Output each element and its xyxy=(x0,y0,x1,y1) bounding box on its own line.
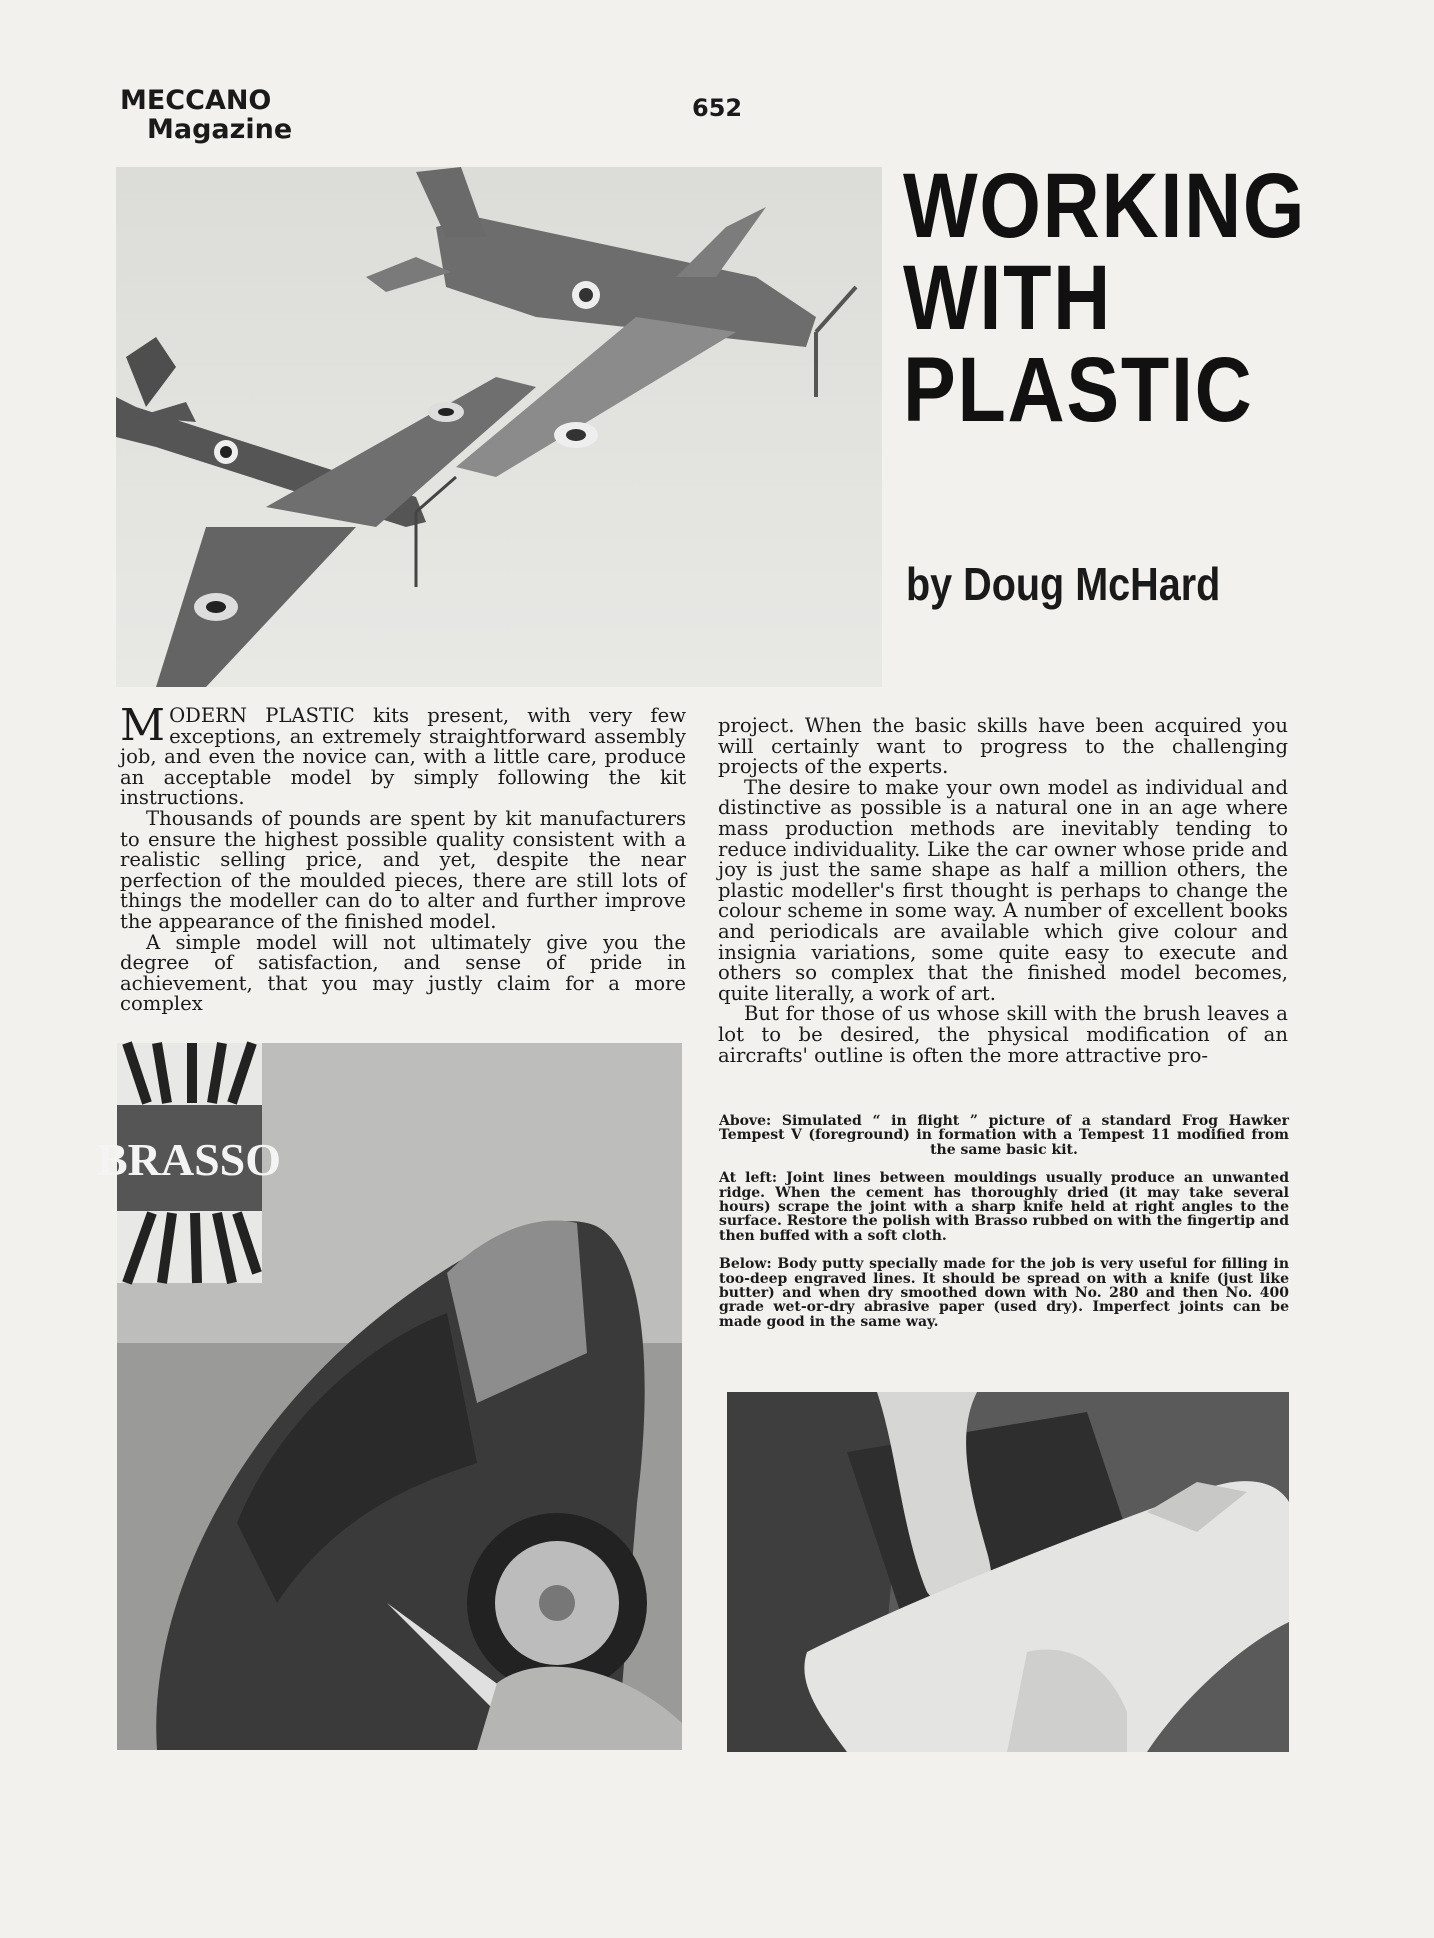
drop-cap: M xyxy=(120,700,166,751)
paragraph: project. When the basic skills have been acquired you will certainly want to progress to the challenging projects of the experts. xyxy=(718,714,1288,779)
car-model-brasso-photo xyxy=(96,1043,682,1750)
masthead-line-1: MECCANO xyxy=(120,85,272,116)
paragraph: Thousands of pounds are spent by kit manufacturers to ensure the highest possible quality consistent with a realistic selling price, and yet, despite the near perfection of the moulded pieces, there are still lots of things the modeller can do to alter and further improve the appearance of the finished model. xyxy=(120,806,686,933)
article-title xyxy=(903,155,1307,441)
title-line-2: WITH xyxy=(903,247,1113,349)
tin-label: BRASSO xyxy=(96,1134,282,1185)
paragraph: But for those of us whose skill with the brush leaves a lot to be desired, the physical modification of an aircrafts' outline is often the more attractive pro- xyxy=(718,1002,1288,1067)
paragraph-text: ODERN PLASTIC kits present, with very few exceptions, an extremely straightforward assembly job, and even the novice can, with a little care, produce an acceptable model by simply following the kit instructions. xyxy=(120,704,686,810)
masthead-line-2: Magazine xyxy=(147,114,293,145)
paragraph: A simple model will not ultimately give you the degree of satisfaction, and sense of pride in achievement, that you may justly claim for a more complex xyxy=(120,930,686,1016)
body-column-right xyxy=(718,716,1288,1066)
aircraft-formation-photo xyxy=(116,167,882,687)
brasso-tin xyxy=(97,1043,281,1283)
paragraph: The desire to make your own model as individual and distinctive as possible is a natural one in an age where mass production methods are inevitably tending to reduce individuality. Like the car owner whose pride and joy is just the same shape as half a million others, the plastic modeller's first thought is perhaps to change the colour scheme in some way. A number of excellent books and periodicals are available which give colour and insignia variations, some quite easy to execute and others so complex that the finished model becomes, quite literally, a work of art. xyxy=(718,775,1288,1005)
caption-left: At left: Joint lines between mouldings usually produce an unwanted ridge. When the cement has thoroughly dried (it may take several hours) scrape the joint with a sharp knife held at right angles to the surface. Restore the polish with Brasso rubbed on with the fingertip and then buffed with a soft cloth. xyxy=(719,1170,1289,1244)
title-line-1: WORKING xyxy=(903,155,1307,257)
page-number: 652 xyxy=(692,94,743,122)
caption-above: Above: Simulated “ in flight ” picture of a standard Frog Hawker Tempest V (foreground) in formation with a Tempest 11 modified from the same basic kit. xyxy=(719,1113,1289,1158)
caption-below: Below: Body putty specially made for the job is very useful for filling in too-deep engraved lines. It should be spread on with a knife (just like butter) and when dry smoothed down with No. 280 and then No. 400 grade wet-or-dry abrasive paper (used dry). Imperfect joints can be made good in the same way. xyxy=(719,1256,1289,1330)
byline: by Doug McHard xyxy=(906,558,1221,610)
masthead xyxy=(120,86,292,144)
photo-captions xyxy=(719,1114,1289,1343)
title-line-3: PLASTIC xyxy=(903,339,1254,441)
body-column-left xyxy=(120,700,686,1016)
paragraph xyxy=(120,700,686,810)
sanding-putty-photo xyxy=(727,1392,1289,1752)
